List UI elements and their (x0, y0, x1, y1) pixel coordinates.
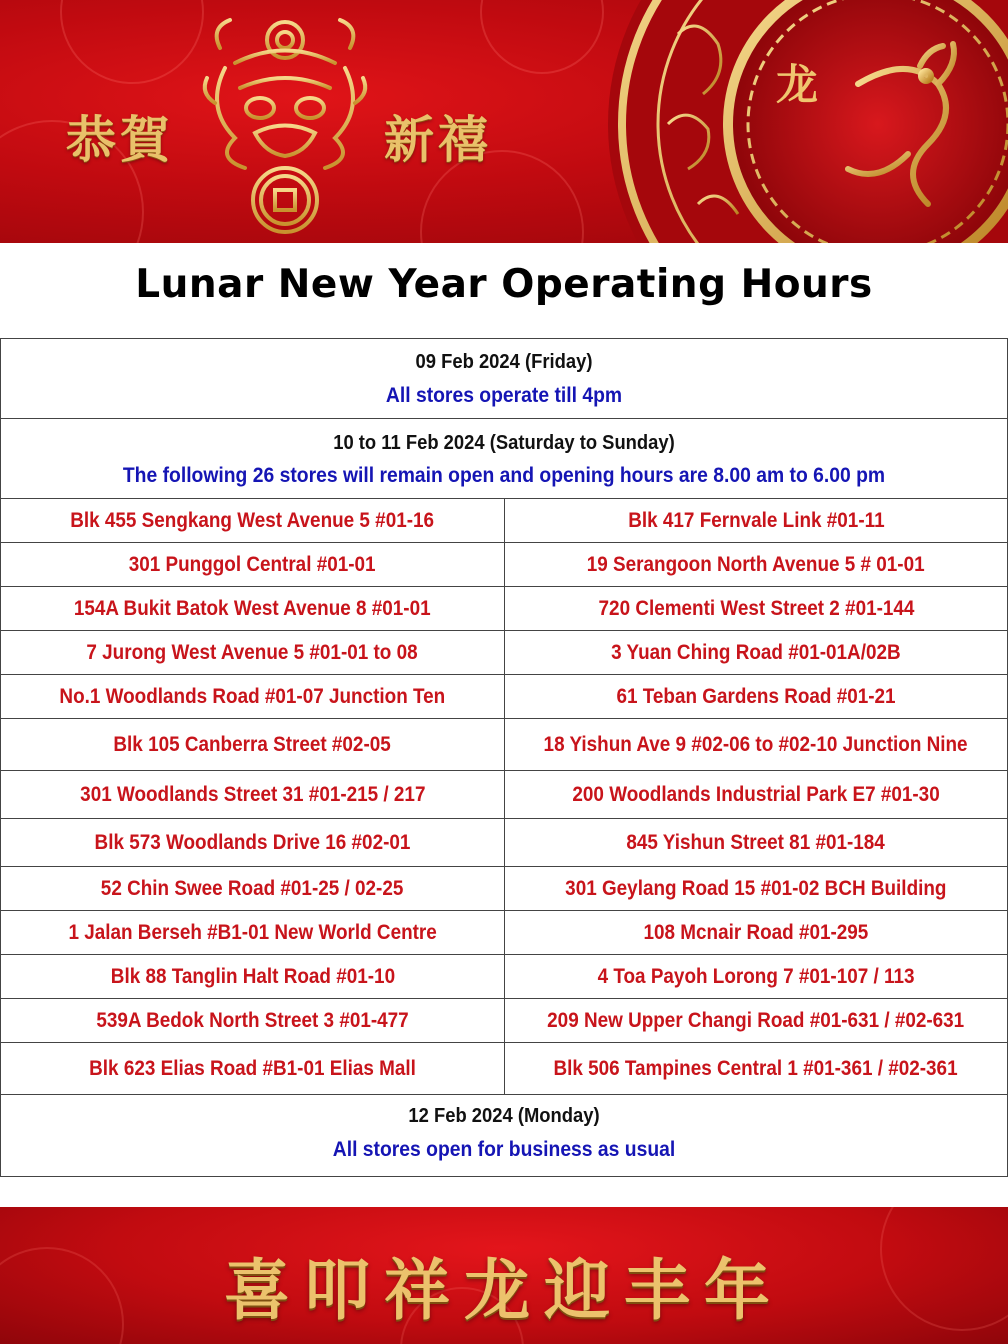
top-banner (0, 0, 1008, 243)
store-address: 845 Yishun Street 81 #01-184 (626, 830, 886, 854)
store-address: No.1 Woodlands Road #01-07 Junction Ten (1, 675, 505, 718)
store-address: 108 Mcnair Road #01-295 (643, 920, 869, 944)
store-address: 19 Serangoon North Avenue 5 # 01-01 (587, 552, 925, 576)
section-feb-10-11 (1, 419, 1007, 499)
table-row (1, 631, 1007, 675)
section-feb-12 (1, 1095, 1007, 1176)
table-row (1, 819, 1007, 867)
store-list (1, 499, 1007, 1095)
store-address: 52 Chin Swee Road #01-25 / 02-25 (1, 867, 505, 910)
store-address: Blk 105 Canberra Street #02-05 (1, 719, 505, 770)
store-address: 18 Yishun Ave 9 #02-06 to #02-10 Junction Nine (543, 732, 969, 756)
greeting-right: 新禧 (384, 110, 492, 169)
table-row (1, 955, 1007, 999)
bottom-banner (0, 1207, 1008, 1344)
store-address: Blk 455 Sengkang West Avenue 5 #01-16 (1, 499, 505, 542)
store-address: 209 New Upper Changi Road #01-631 / #02-631 (547, 1008, 965, 1032)
medallion-char: 龙 (776, 60, 819, 109)
store-address: 4 Toa Payoh Lorong 7 #01-107 / 113 (597, 964, 915, 988)
page-title: Lunar New Year Operating Hours (135, 262, 873, 307)
store-address: 154A Bukit Batok West Avenue 8 #01-01 (1, 587, 505, 630)
store-address: 720 Clementi West Street 2 #01-144 (598, 596, 914, 620)
store-address: Blk 417 Fernvale Link #01-11 (627, 508, 885, 532)
section-note: All stores operate till 4pm (385, 384, 623, 407)
footer-blessing: 喜叩祥龙迎丰年 (224, 1251, 784, 1329)
store-address: 301 Geylang Road 15 #01-02 BCH Building (565, 876, 947, 900)
section-date: 12 Feb 2024 (Monday) (408, 1105, 600, 1127)
section-feb-09 (1, 339, 1007, 419)
table-row (1, 911, 1007, 955)
store-address: Blk 88 Tanglin Halt Road #01-10 (1, 955, 505, 998)
table-row (1, 499, 1007, 543)
store-address: 301 Punggol Central #01-01 (1, 543, 505, 586)
greeting-left: 恭賀 (66, 110, 174, 169)
table-row (1, 675, 1007, 719)
store-address: 539A Bedok North Street 3 #01-477 (1, 999, 505, 1042)
table-row (1, 1043, 1007, 1095)
section-note: The following 26 stores will remain open and opening hours are 8.00 am to 6.00 pm (122, 464, 886, 487)
store-address: Blk 623 Elias Road #B1-01 Elias Mall (1, 1043, 505, 1094)
store-address: 3 Yuan Ching Road #01-01A/02B (611, 640, 901, 664)
store-address: Blk 506 Tampines Central 1 #01-361 / #02-361 (553, 1056, 959, 1080)
table-row (1, 719, 1007, 771)
store-address: 1 Jalan Berseh #B1-01 New World Centre (1, 911, 505, 954)
lion-head-emblem-icon (195, 8, 375, 240)
table-row (1, 771, 1007, 819)
table-row (1, 543, 1007, 587)
store-address: Blk 573 Woodlands Drive 16 #02-01 (1, 819, 505, 866)
section-note: All stores open for business as usual (332, 1138, 676, 1161)
table-row (1, 999, 1007, 1043)
store-address: 61 Teban Gardens Road #01-21 (616, 684, 896, 708)
table-row (1, 587, 1007, 631)
table-row (1, 867, 1007, 911)
dragon-medallion-icon (608, 0, 1008, 243)
store-address: 200 Woodlands Industrial Park E7 #01-30 (572, 782, 940, 806)
operating-hours-table (0, 338, 1008, 1177)
store-address: 7 Jurong West Avenue 5 #01-01 to 08 (1, 631, 505, 674)
store-address: 301 Woodlands Street 31 #01-215 / 217 (1, 771, 505, 818)
cloud-swirl-decoration (60, 0, 204, 84)
cloud-swirl-decoration (480, 0, 604, 74)
section-date: 09 Feb 2024 (Friday) (415, 351, 593, 373)
section-date: 10 to 11 Feb 2024 (Saturday to Sunday) (333, 432, 675, 454)
